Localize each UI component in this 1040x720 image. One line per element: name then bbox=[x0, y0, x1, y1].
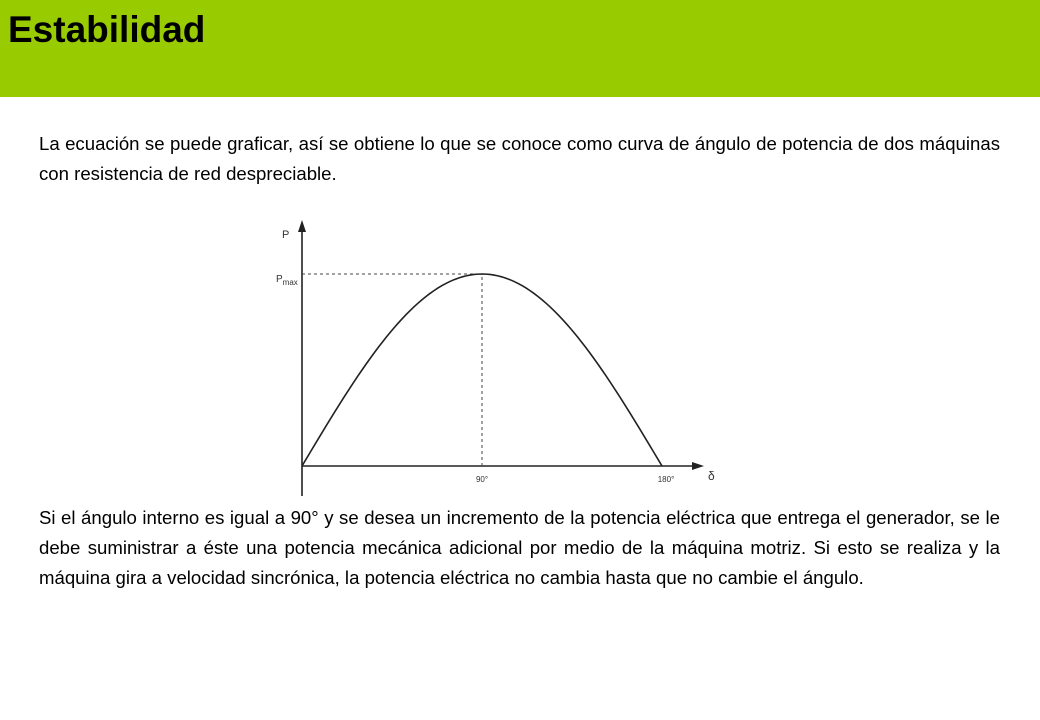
pmax-label-main: P bbox=[276, 274, 283, 285]
x-tick-label-90: 90° bbox=[475, 475, 489, 484]
x-axis-arrow bbox=[692, 462, 704, 470]
y-axis-arrow bbox=[298, 220, 306, 232]
pmax-label bbox=[276, 274, 298, 287]
header-bar bbox=[0, 0, 1040, 97]
page-title: Estabilidad bbox=[8, 9, 206, 50]
x-axis-label: δ bbox=[708, 469, 715, 483]
x-tick-label-180: 180° bbox=[657, 475, 675, 484]
y-axis-label: P bbox=[282, 229, 290, 241]
pmax-label-sub: max bbox=[282, 278, 298, 287]
body-paragraph: Si el ángulo interno es igual a 90° y se desea un incremento de la potencia eléctrica que entrega el generador, se le debe suministrar a éste una potencia mecánica adicional por medio de la máquina motriz. Si esto se realiza y la máquina gira a velocidad sincrónica, la potencia eléctrica no cambia hasta que no cambie el ángulo. bbox=[39, 507, 1000, 588]
intro-paragraph: La ecuación se puede graficar, así se obtiene lo que se conoce como curva de ángulo de potencia de dos máquinas con resistencia de red despreciable. bbox=[39, 133, 1000, 184]
power-angle-chart bbox=[252, 208, 732, 498]
